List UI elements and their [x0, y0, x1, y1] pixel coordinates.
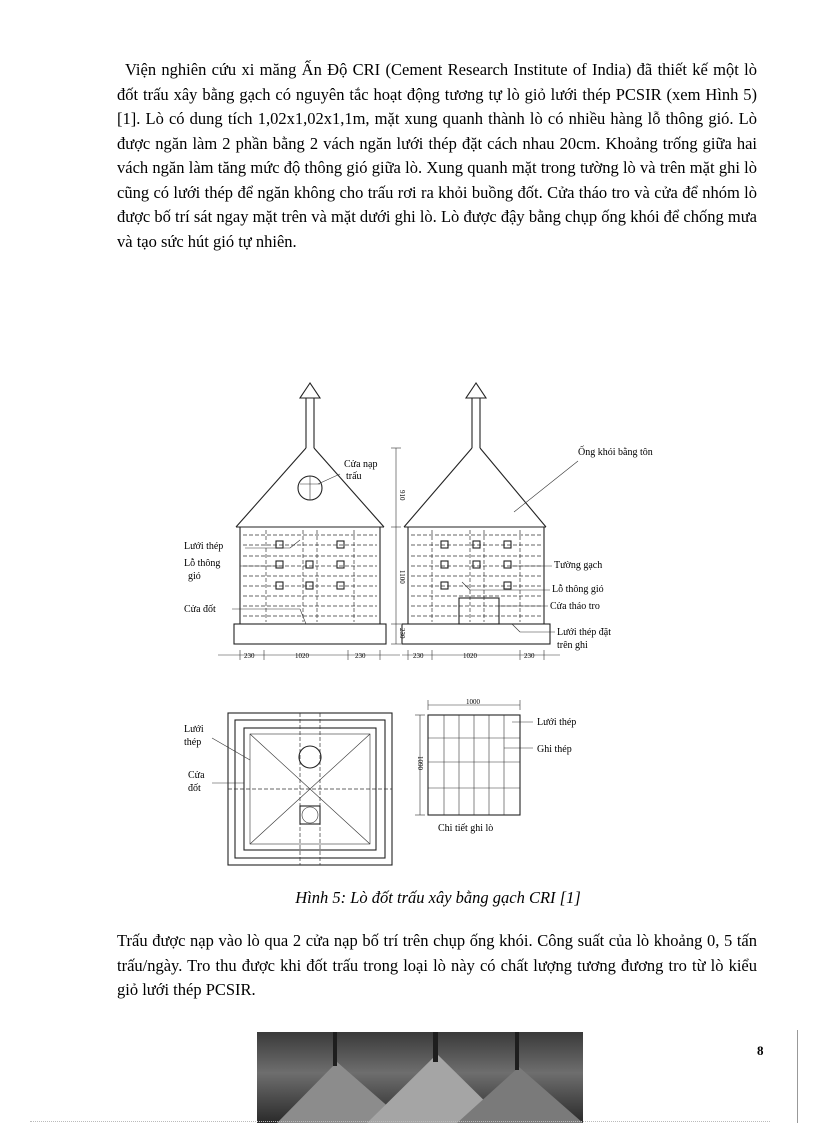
- dim-230-right: 230: [355, 652, 366, 660]
- dim-1100: 1100: [398, 570, 406, 584]
- label-luoi-thep-dat: Lưới thép đặt: [557, 627, 612, 638]
- label-cua-thao-tro: Cửa tháo tro: [550, 601, 600, 612]
- dim-230-r-right: 230: [524, 652, 535, 660]
- label-luoi-thep: Lưới thép: [184, 541, 224, 552]
- label-trau: trấu: [346, 471, 362, 482]
- dim-1020-r: 1020: [463, 652, 477, 660]
- intro-paragraph: Viện nghiên cứu xi măng Ấn Độ CRI (Cement Research Institute of India) đã thiết kế một lò đốt trấu xây bằng gạch có nguyên tắc hoạt động tương tự lò giỏ lưới thép PCSIR (xem Hình 5) [1]. Lò có dung tích 1,02x1,02x1,1m, mặt xung quanh thành lò có nhiều hàng lỗ thông gió. Lò được ngăn làm 2 phần bằng 2 vách ngăn lưới thép đặt cách nhau 20cm. Khoảng trống giữa hai vách ngăn làm tăng mức độ thông gió giữa lò. Xung quanh mặt trong tường lò và trên mặt ghi lò cũng có lưới thép để ngăn không cho trấu rơi ra khỏi buồng đốt. Cửa tháo tro và cửa để nhóm lò được bố trí sát ngay mặt trên và mặt dưới ghi lò. Lò được đậy bằng chụp ống khói để chống mưa và tạo sức hút gió tự nhiên.: [117, 60, 757, 251]
- label-grate-ghi-thep: Ghi thép: [537, 744, 572, 755]
- label-plan-cua: Cửa: [188, 770, 205, 781]
- right-elevation: [402, 383, 560, 660]
- footer-rule: [30, 1121, 770, 1122]
- label-plan-luoi: Lưới: [184, 724, 204, 735]
- grate-detail: [415, 698, 533, 815]
- label-lo-thong-gio: Lỗ thông gió: [552, 584, 604, 595]
- label-grate-luoi-thep: Lưới thép: [537, 717, 577, 728]
- plan-view: [212, 713, 392, 865]
- margin-line: [797, 1030, 798, 1123]
- dim-910: 910: [398, 490, 406, 501]
- label-tuong-gach: Tường gạch: [554, 560, 603, 571]
- label-ong-khoi: Ống khói bằng tôn: [578, 447, 653, 458]
- dim-1000: 1000: [466, 698, 480, 706]
- dim-230-r-left: 230: [413, 652, 424, 660]
- dim-230-left: 230: [244, 652, 255, 660]
- kiln-photo: [257, 1032, 583, 1123]
- dim-1090: 1090: [416, 756, 424, 770]
- label-cua-dot: Cửa đốt: [184, 604, 216, 615]
- label-plan-dot: đốt: [188, 783, 201, 794]
- label-tren-ghi: trên ghi: [557, 640, 588, 651]
- dim-230-height: 230: [398, 628, 406, 639]
- page-number: 8: [757, 1043, 764, 1058]
- label-lo-thong: Lỗ thông: [184, 558, 221, 569]
- label-gio: gió: [188, 571, 201, 582]
- left-elevation: [218, 383, 400, 660]
- label-cua-nap: Cửa nạp: [344, 459, 378, 470]
- second-paragraph: Trấu được nạp vào lò qua 2 cửa nạp bố trí trên chụp ống khói. Công suất của lò khoảng 0, 5 tấn trấu/ngày. Tro thu được khi đốt trấu trong loại lò này có chất lượng tương đương tro từ lò kiểu giỏ lưới thép PCSIR.: [117, 931, 757, 999]
- height-dimensions: [391, 448, 406, 644]
- figure-caption: Hình 5: Lò đốt trấu xây bằng gạch CRI [1]: [295, 888, 581, 907]
- label-plan-thep: thép: [184, 737, 202, 748]
- dim-1020-left: 1020: [295, 652, 309, 660]
- label-grate-chi-tiet: Chi tiết ghi lò: [438, 823, 494, 834]
